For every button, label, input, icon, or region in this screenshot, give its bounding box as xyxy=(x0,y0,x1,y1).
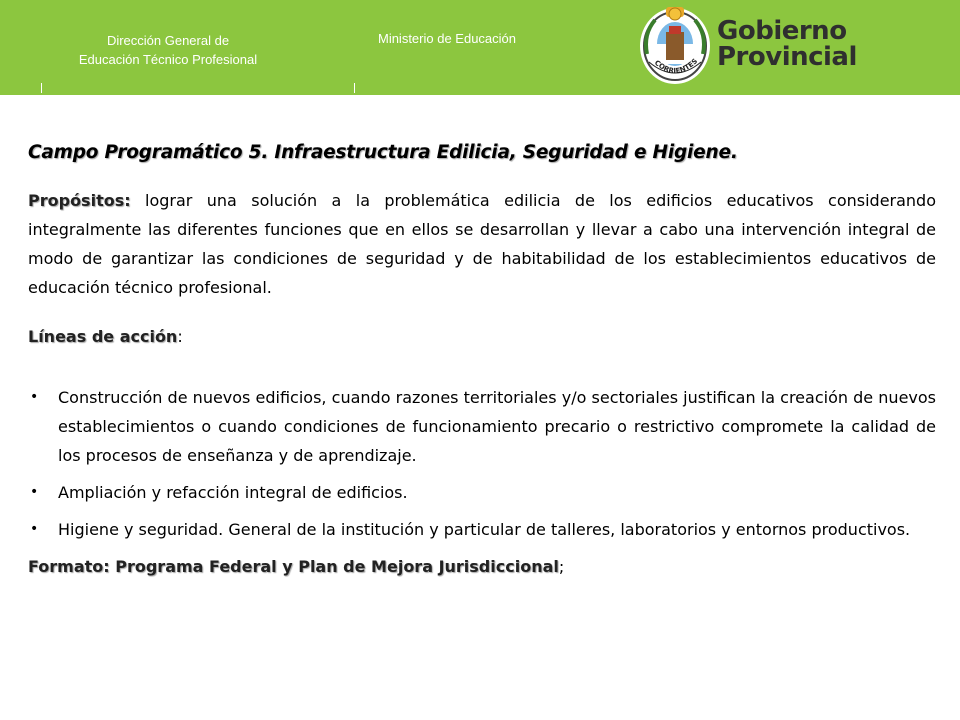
gobierno-provincial-wordmark xyxy=(717,18,857,70)
bullet-icon: • xyxy=(30,484,39,500)
formato-suffix: ; xyxy=(558,557,565,576)
bullet-icon: • xyxy=(30,389,39,405)
header-direccion-line2: Educación Técnico Profesional xyxy=(78,52,258,67)
header-bar xyxy=(0,0,960,95)
list-item-text: Higiene y seguridad. General de la institución y particular de talleres, laboratorios y entornos productivos. xyxy=(58,520,911,539)
bullet-icon: • xyxy=(30,521,39,537)
propositos-paragraph xyxy=(28,186,936,302)
header-direccion-line1: Dirección General de xyxy=(106,33,230,48)
list-item xyxy=(28,515,936,544)
header-divider-right xyxy=(354,83,355,93)
logo-provincial-text: Provincial xyxy=(717,42,857,72)
list-item-text: Construcción de nuevos edificios, cuando razones territoriales y/o sectoriales justifican la creación de nuevos establecimientos o cuando condiciones de funcionamiento precario o restrictivo compromete la calidad de los procesos de enseñanza y de aprendizaje. xyxy=(58,388,936,465)
lineas-accion-label: Líneas de acción xyxy=(28,327,178,346)
action-lines-list xyxy=(28,383,936,544)
formato-label: Formato: Programa Federal y Plan de Mejora Jurisdiccional xyxy=(28,557,559,576)
list-item-text: Ampliación y refacción integral de edificios. xyxy=(58,483,408,502)
header-ministerio: Ministerio de Educación xyxy=(377,31,517,46)
header-divider-left xyxy=(41,83,42,93)
seal-ring-text-icon xyxy=(633,4,713,86)
header-direccion xyxy=(30,31,306,69)
svg-text:CORRIENTES: CORRIENTES xyxy=(652,57,700,76)
lineas-accion-suffix: : xyxy=(177,327,183,346)
list-item xyxy=(28,383,936,470)
logo-gobierno-text: Gobierno xyxy=(717,16,847,46)
formato-line xyxy=(28,552,936,581)
propositos-label: Propósitos: xyxy=(28,191,131,210)
page-title: Campo Programático 5. Infraestructura Edilicia, Seguridad e Higiene. xyxy=(28,142,738,163)
list-item xyxy=(28,478,936,507)
lineas-accion-heading xyxy=(28,322,936,351)
slide-content xyxy=(28,140,936,581)
propositos-text: lograr una solución a la problemática edilicia de los edificios educativos considerando integralmente las diferentes funciones que en ellos se desarrollan y llevar a cabo una intervención integral de modo de garantizar las condiciones de seguridad y de habitabilidad de los establecimientos educativos de educación técnico profesional. xyxy=(28,191,936,297)
